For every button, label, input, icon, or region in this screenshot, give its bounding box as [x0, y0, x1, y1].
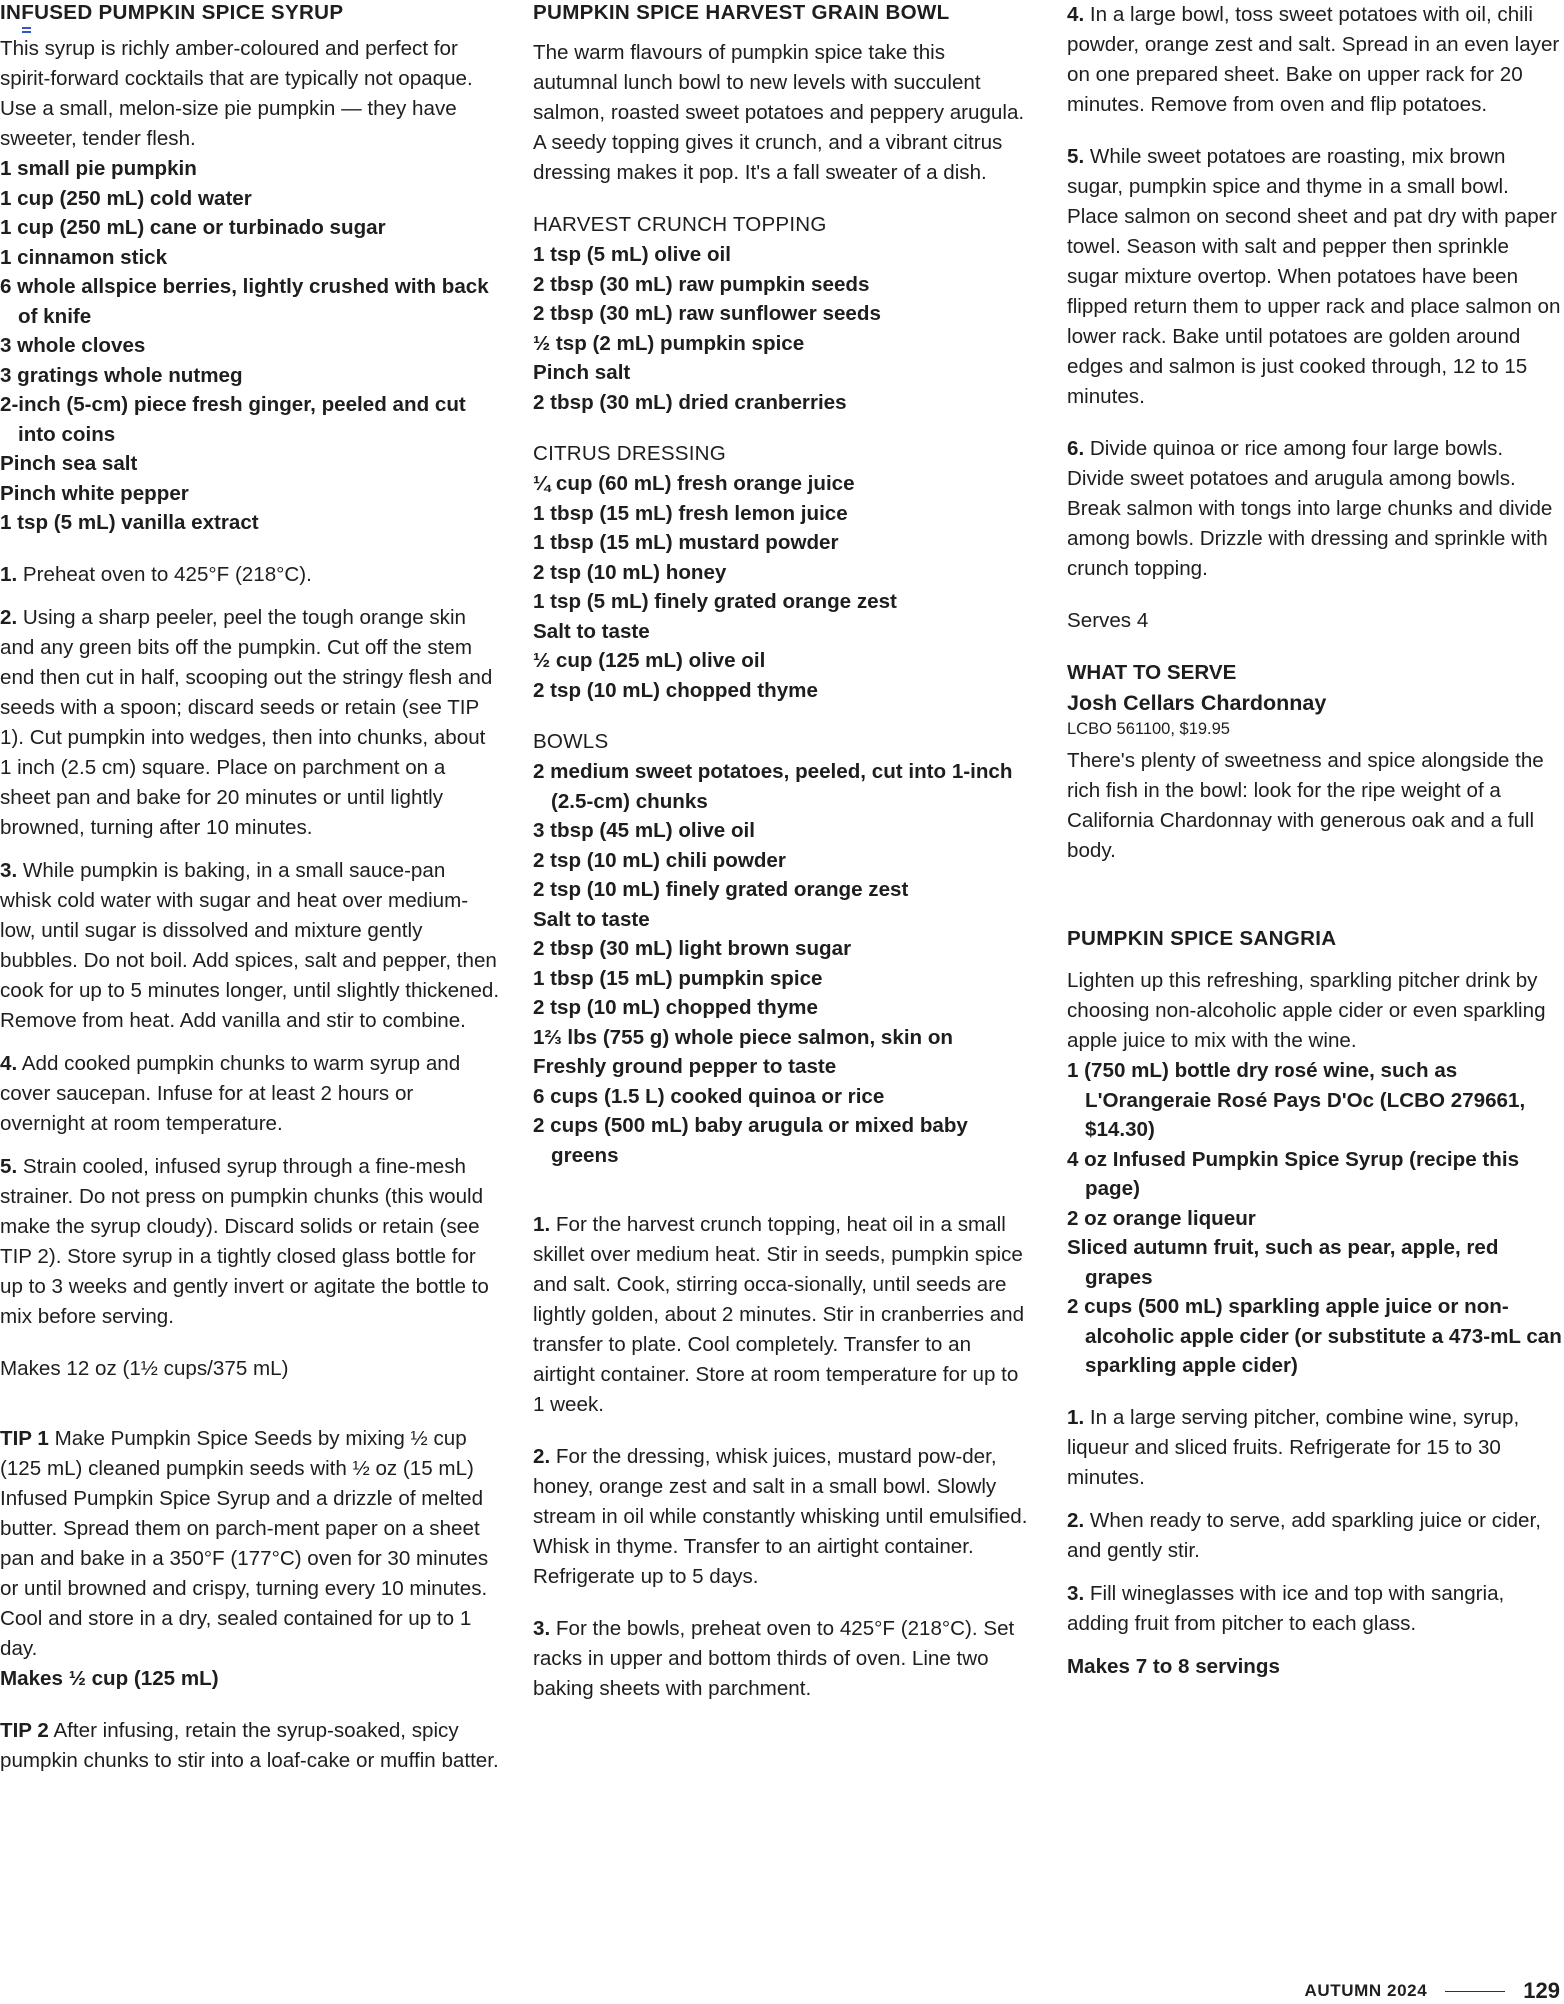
- syrup-step: 3. While pumpkin is baking, in a small sauce-pan whisk cold water with sugar and heat over medium-low, until sugar is dissolved and mixture gently bubbles. Do not boil. Add spices, salt and pepper, then cook for up to 5 minutes longer, until slightly thickened. Remove from heat. Add vanilla and stir to combine.: [0, 858, 500, 1032]
- list-item: 4 oz Infused Pumpkin Spice Syrup (recipe this page): [1067, 1147, 1520, 1200]
- syrup-ingredients: [0, 154, 500, 538]
- topping-ingredients: [533, 240, 1035, 417]
- list-item: 2 tbsp (30 mL) light brown sugar: [533, 937, 852, 960]
- bowl-step: 1. For the harvest crunch topping, heat oil in a small skillet over medium heat. Stir in seeds, pumpkin spice and salt. Cook, stirring occa-sionally, until seeds are lightly golden, about 2 minutes. Stir in cranberries and transfer to plate. Cool completely. Transfer to an airtight container. Store at room temperature for up to 1 week.: [533, 1213, 1025, 1416]
- list-item: 2 tsp (10 mL) chopped thyme: [533, 996, 818, 1019]
- sangria-title: PUMPKIN SPICE SANGRIA: [1067, 927, 1337, 950]
- list-item: 1 tbsp (15 mL) fresh lemon juice: [533, 501, 848, 525]
- list-item: ½ cup (125 mL) olive oil: [533, 649, 766, 672]
- wine-name: Josh Cellars Chardonnay: [1067, 691, 1327, 715]
- list-item: 1 cup (250 mL) cane or turbinado sugar: [0, 216, 386, 239]
- bowls-ingredients: [533, 757, 1035, 1170]
- list-item: 2 oz orange liqueur: [1067, 1206, 1256, 1230]
- bowl-title: PUMPKIN SPICE HARVEST GRAIN BOWL: [533, 1, 950, 24]
- column-syrup-recipe: [0, 0, 500, 1776]
- syrup-step: 1. Preheat oven to 425°F (218°C).: [0, 562, 312, 586]
- page-number: 129: [1523, 1978, 1560, 2003]
- sangria-intro: Lighten up this refreshing, sparkling pitcher drink by choosing non-alcoholic apple cider or even sparkling apple juice to mix with the wine.: [1067, 969, 1546, 1052]
- list-item: 1 tsp (5 mL) vanilla extract: [0, 511, 259, 534]
- list-item: Salt to taste: [533, 907, 650, 931]
- bowl-intro: The warm flavours of pumpkin spice take this autumnal lunch bowl to new levels with succulent salmon, roasted sweet potatoes and peppery arugula. A seedy topping gives it crunch, and a vibrant citrus dressing makes it pop. It's a fall sweater of a dish.: [533, 41, 1025, 184]
- list-item: 2-inch (5-cm) piece fresh ginger, peeled and cut into coins: [0, 393, 466, 446]
- bowl-step: 5. While sweet potatoes are roasting, mix brown sugar, pumpkin spice and thyme in a small bowl. Place salmon on second sheet and pat dry with paper towel. Season with salt and pepper then sprinkle sugar mixture overtop. When potatoes have been flipped return them to upper rack and place salmon on lower rack. Bake until potatoes are golden around edges and salmon is just cooked through, 12 to 15 minutes.: [1067, 145, 1561, 408]
- list-item: 2 cups (500 mL) sparkling apple juice or non-alcoholic apple cider (or substitute a 473-mL can sparkling apple cider): [1067, 1295, 1562, 1377]
- list-item: Pinch salt: [533, 361, 631, 384]
- list-item: Salt to taste: [533, 619, 650, 643]
- list-item: Pinch white pepper: [0, 481, 189, 505]
- list-item: 2 tbsp (30 mL) raw sunflower seeds: [533, 302, 881, 325]
- tip-1-yield: Makes ½ cup (125 mL): [0, 1666, 219, 1690]
- sangria-step: 3. Fill wineglasses with ice and top with sangria, adding fruit from pitcher to each glass.: [1067, 1581, 1505, 1635]
- list-item: 2 tsp (10 mL) finely grated orange zest: [533, 878, 909, 901]
- bowl-step: 6. Divide quinoa or rice among four large bowls. Divide sweet potatoes and arugula among bowls. Break salmon with tongs into large chunks and divide among bowls. Drizzle with dressing and sprinkle with crunch topping.: [1067, 437, 1553, 580]
- page-footer: [1304, 1978, 1560, 2004]
- bowl-step: 4. In a large bowl, toss sweet potatoes with oil, chili powder, orange zest and salt. Spread in an even layer on one prepared sheet. Bake on upper rack for 20 minutes. Remove from oven and flip potatoes.: [1067, 3, 1560, 116]
- tip-2: TIP 2 After infusing, retain the syrup-soaked, spicy pumpkin chunks to stir into a loaf-cake or muffin batter.: [0, 1718, 499, 1772]
- dressing-heading: CITRUS DRESSING: [533, 442, 726, 465]
- sangria-yield: Makes 7 to 8 servings: [1067, 1654, 1280, 1678]
- list-item: 3 whole cloves: [0, 334, 146, 357]
- list-item: 1 tsp (5 mL) olive oil: [533, 243, 731, 266]
- list-item: 2 tbsp (30 mL) raw pumpkin seeds: [533, 272, 870, 296]
- list-item: 2 cups (500 mL) baby arugula or mixed baby greens: [533, 1114, 968, 1167]
- list-item: 2 tsp (10 mL) chopped thyme: [533, 678, 818, 702]
- list-item: Pinch sea salt: [0, 452, 138, 475]
- list-item: 1 small pie pumpkin: [0, 157, 197, 180]
- footer-rule: [1445, 1991, 1505, 1992]
- sangria-step: 2. When ready to serve, add sparkling juice or cider, and gently stir.: [1067, 1508, 1541, 1562]
- list-item: 1⅔ lbs (755 g) whole piece salmon, skin on: [533, 1025, 954, 1049]
- dressing-ingredients: [533, 469, 1035, 705]
- wine-code: LCBO 561100, $19.95: [1067, 720, 1230, 738]
- tip-1: TIP 1 Make Pumpkin Spice Seeds by mixing ½ cup (125 mL) cleaned pumpkin seeds with ½ oz (15 mL) Infused Pumpkin Spice Syrup and a drizzle of melted butter. Spread them on parch-ment paper on a sheet pan and bake in a 350°F (177°C) oven for 30 minutes or until browned and crispy, turning every 10 minutes. Cool and store in a dry, sealed contained for up to 1 day.: [0, 1426, 489, 1660]
- bowl-step: 2. For the dressing, whisk juices, mustard pow-der, honey, orange zest and salt in a small bowl. Slowly stream in oil while constantly whisking until emulsified. Whisk in thyme. Transfer to an airtight container. Refrigerate up to 5 days.: [533, 1445, 1028, 1588]
- syrup-intro: This syrup is richly amber-coloured and perfect for spirit-forward cocktails that are typically not opaque. Use a small, melon-size pie pumpkin — they have sweeter, tender flesh.: [0, 37, 473, 150]
- list-item: 2 tsp (10 mL) chili powder: [533, 848, 786, 872]
- what-to-serve-heading: WHAT TO SERVE: [1067, 661, 1237, 684]
- list-item: ½ tsp (2 mL) pumpkin spice: [533, 331, 805, 355]
- issue-label: AUTUMN 2024: [1304, 1981, 1428, 2000]
- list-item: 2 medium sweet potatoes, peeled, cut into 1-inch (2.5-cm) chunks: [533, 760, 1013, 813]
- column-bowl-cont-sangria: [1067, 0, 1564, 1682]
- list-item: 3 gratings whole nutmeg: [0, 363, 243, 387]
- serves: Serves 4: [1067, 609, 1149, 632]
- list-item: ¼ cup (60 mL) fresh orange juice: [533, 472, 855, 495]
- syrup-step: 2. Using a sharp peeler, peel the tough orange skin and any green bits off the pumpkin. Cut off the stem end then cut in half, scooping out the stringy flesh and seeds with a spoon; discard seeds or retain (see TIP 1). Cut pumpkin into wedges, then into chunks, about 1 inch (2.5 cm) square. Place on parchment on a sheet pan and bake for 20 minutes or until lightly browned, turning after 10 minutes.: [0, 605, 493, 839]
- bowl-step: 3. For the bowls, preheat oven to 425°F (218°C). Set racks in upper and bottom thirds of oven. Line two baking sheets with parchment.: [533, 1617, 1015, 1700]
- syrup-step: 4. Add cooked pumpkin chunks to warm syrup and cover saucepan. Infuse for at least 2 hours or overnight at room temperature.: [0, 1051, 461, 1135]
- list-item: 6 whole allspice berries, lightly crushed with back of knife: [0, 275, 489, 328]
- list-item: 3 tbsp (45 mL) olive oil: [533, 819, 755, 842]
- syrup-yield: Makes 12 oz (1½ cups/375 mL): [0, 1356, 289, 1380]
- syrup-step: 5. Strain cooled, infused syrup through a fine-mesh strainer. Do not press on pumpkin chunks (this would make the syrup cloudy). Discard solids or retain (see TIP 2). Store syrup in a tightly closed glass bottle for up to 3 weeks and gently invert or agitate the bottle to mix before serving.: [0, 1154, 489, 1328]
- blue-marker-icon: [22, 27, 31, 36]
- list-item: 1 cup (250 mL) cold water: [0, 186, 252, 210]
- column-grain-bowl: [533, 0, 1035, 1704]
- sangria-step: 1. In a large serving pitcher, combine wine, syrup, liqueur and sliced fruits. Refrigerate for 15 to 30 minutes.: [1067, 1405, 1520, 1489]
- wine-note: There's plenty of sweetness and spice alongside the rich fish in the bowl: look for the ripe weight of a California Chardonnay with generous oak and a full body.: [1067, 749, 1544, 862]
- sangria-ingredients: [1067, 1056, 1564, 1381]
- list-item: 1 (750 mL) bottle dry rosé wine, such as L'Orangeraie Rosé Pays D'Oc (LCBO 279661, $14.30): [1067, 1059, 1526, 1141]
- list-item: 1 tsp (5 mL) finely grated orange zest: [533, 590, 897, 613]
- list-item: 1 tbsp (15 mL) pumpkin spice: [533, 966, 823, 990]
- syrup-title: INFUSED PUMPKIN SPICE SYRUP: [0, 1, 344, 24]
- list-item: 1 tbsp (15 mL) mustard powder: [533, 531, 839, 554]
- list-item: 2 tsp (10 mL) honey: [533, 560, 727, 584]
- list-item: Sliced autumn fruit, such as pear, apple, red grapes: [1067, 1236, 1499, 1289]
- list-item: Freshly ground pepper to taste: [533, 1055, 837, 1078]
- list-item: 6 cups (1.5 L) cooked quinoa or rice: [533, 1084, 885, 1108]
- list-item: 2 tbsp (30 mL) dried cranberries: [533, 390, 847, 414]
- list-item: 1 cinnamon stick: [0, 245, 168, 269]
- topping-heading: HARVEST CRUNCH TOPPING: [533, 213, 827, 236]
- bowls-heading: BOWLS: [533, 730, 609, 753]
